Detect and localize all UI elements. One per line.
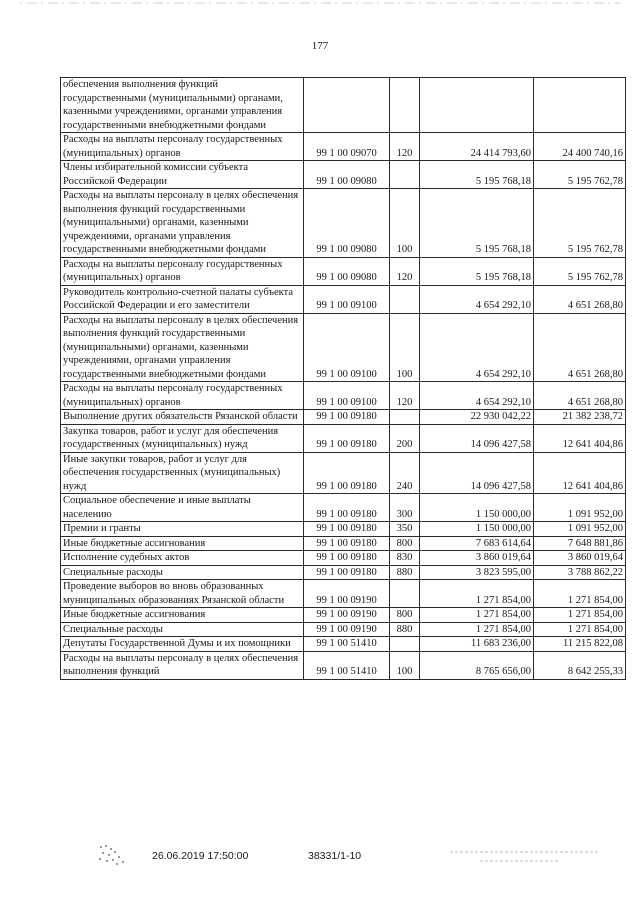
row-code: 99 1 00 09190 [304,622,390,637]
row-name: Выполнение других обязательств Рязанской области [61,410,304,425]
row-expense-type [390,161,420,189]
row-expense-type: 880 [390,565,420,580]
table-row [61,452,626,494]
row-code: 99 1 00 09100 [304,313,390,382]
table-row [61,551,626,566]
table-row [61,494,626,522]
row-amount-executed: 5 195 762,78 [534,161,626,189]
page-number: 177 [311,40,329,52]
table-row [61,257,626,285]
row-amount-executed: 11 215 822,08 [534,637,626,652]
row-code: 99 1 00 09180 [304,565,390,580]
row-amount-executed: 1 271 854,00 [534,580,626,608]
row-code: 99 1 00 09100 [304,382,390,410]
row-expense-type: 100 [390,313,420,382]
row-amount-executed: 7 648 881,86 [534,536,626,551]
row-amount-executed: 4 651 268,80 [534,285,626,313]
footer-doc-number: 38331/1-10 [308,850,362,862]
row-name: Иные бюджетные ассигнования [61,608,304,623]
row-amount-executed: 1 091 952,00 [534,522,626,537]
row-amount-executed: 5 195 762,78 [534,257,626,285]
row-name: Проведение выборов во вновь образованных муниципальных образованиях Рязанской области [61,580,304,608]
row-name: Расходы на выплаты персоналу государственных (муниципальных) органов [61,382,304,410]
row-amount-planned: 7 683 614,64 [420,536,534,551]
row-expense-type [390,580,420,608]
row-name: Расходы на выплаты персоналу государственных (муниципальных) органов [61,257,304,285]
row-amount-executed: 5 195 762,78 [534,189,626,258]
row-amount-planned: 5 195 768,18 [420,189,534,258]
row-amount-executed: 4 651 268,80 [534,382,626,410]
row-name: Руководитель контрольно-счетной палаты субъекта Российской Федерации и его заместители [61,285,304,313]
table-row [61,424,626,452]
row-name: Депутаты Государственной Думы и их помощники [61,637,304,652]
footer-timestamp: 26.06.2019 17:50:00 [152,850,249,862]
table-row [61,536,626,551]
budget-table [60,77,626,680]
row-expense-type: 120 [390,133,420,161]
row-expense-type: 880 [390,622,420,637]
row-name: Расходы на выплаты персоналу в целях обеспечения выполнения функций государственными (муниципальными) органами, казенными учреждениями, органами управления государственными внебюджетными фондами [61,313,304,382]
row-expense-type: 800 [390,608,420,623]
table-row [61,382,626,410]
row-amount-planned: 4 654 292,10 [420,382,534,410]
row-expense-type: 120 [390,257,420,285]
row-amount-planned [420,78,534,133]
table-row [61,313,626,382]
row-amount-executed: 24 400 740,16 [534,133,626,161]
row-amount-planned: 11 683 236,00 [420,637,534,652]
row-code: 99 1 00 09190 [304,580,390,608]
row-expense-type: 200 [390,424,420,452]
row-code: 99 1 00 09070 [304,133,390,161]
row-expense-type: 350 [390,522,420,537]
row-amount-planned: 22 930 042,22 [420,410,534,425]
row-name: Исполнение судебных актов [61,551,304,566]
row-amount-planned: 5 195 768,18 [420,161,534,189]
row-code: 99 1 00 09180 [304,424,390,452]
table-row [61,622,626,637]
row-amount-executed: 1 271 854,00 [534,622,626,637]
row-code: 99 1 00 09080 [304,257,390,285]
row-amount-planned: 1 150 000,00 [420,494,534,522]
row-amount-planned: 4 654 292,10 [420,313,534,382]
row-amount-executed: 12 641 404,86 [534,424,626,452]
row-code: 99 1 00 09180 [304,522,390,537]
row-amount-executed: 1 091 952,00 [534,494,626,522]
row-code: 99 1 00 09100 [304,285,390,313]
row-amount-planned: 1 150 000,00 [420,522,534,537]
row-amount-executed: 1 271 854,00 [534,608,626,623]
row-name: Социальное обеспечение и иные выплаты населению [61,494,304,522]
row-name: Закупка товаров, работ и услуг для обеспечения государственных (муниципальных) нужд [61,424,304,452]
row-name: Иные бюджетные ассигнования [61,536,304,551]
row-expense-type: 120 [390,382,420,410]
row-amount-executed [534,78,626,133]
row-amount-planned: 1 271 854,00 [420,622,534,637]
table-row [61,285,626,313]
table-row [61,608,626,623]
table-row [61,651,626,679]
row-code: 99 1 00 09180 [304,410,390,425]
row-expense-type: 100 [390,189,420,258]
row-amount-executed: 3 788 862,22 [534,565,626,580]
row-amount-planned: 24 414 793,60 [420,133,534,161]
row-amount-planned: 4 654 292,10 [420,285,534,313]
row-amount-planned: 3 860 019,64 [420,551,534,566]
row-name: Расходы на выплаты персоналу в целях обеспечения выполнения функций государственными (муниципальными) органами, казенными учреждениями, органами управления государственными внебюджетными фондами [61,189,304,258]
row-code: 99 1 00 09180 [304,494,390,522]
row-expense-type [390,410,420,425]
row-amount-planned: 3 823 595,00 [420,565,534,580]
row-expense-type: 800 [390,536,420,551]
table-row [61,580,626,608]
row-code: 99 1 00 09180 [304,452,390,494]
barcode-stamp-icon [96,842,130,868]
scan-edge-artifact [0,0,640,8]
row-name: Премии и гранты [61,522,304,537]
row-amount-executed: 4 651 268,80 [534,313,626,382]
row-code [304,78,390,133]
table-row [61,522,626,537]
electronic-signature-stamp [450,848,600,866]
row-expense-type [390,78,420,133]
row-code: 99 1 00 09180 [304,551,390,566]
row-code: 99 1 00 51410 [304,651,390,679]
row-name: Расходы на выплаты персоналу государственных (муниципальных) органов [61,133,304,161]
row-expense-type: 240 [390,452,420,494]
row-amount-planned: 14 096 427,58 [420,424,534,452]
table-row [61,637,626,652]
row-code: 99 1 00 09080 [304,189,390,258]
table-row [61,133,626,161]
row-name: Иные закупки товаров, работ и услуг для обеспечения государственных (муниципальных) нужд [61,452,304,494]
row-amount-planned: 1 271 854,00 [420,608,534,623]
row-name: Специальные расходы [61,622,304,637]
row-expense-type: 830 [390,551,420,566]
budget-table-body [61,78,626,680]
row-code: 99 1 00 51410 [304,637,390,652]
row-expense-type [390,637,420,652]
row-code: 99 1 00 09190 [304,608,390,623]
table-row [61,161,626,189]
row-amount-planned: 1 271 854,00 [420,580,534,608]
row-expense-type [390,285,420,313]
row-code: 99 1 00 09180 [304,536,390,551]
row-amount-planned: 8 765 656,00 [420,651,534,679]
row-expense-type: 100 [390,651,420,679]
row-amount-planned: 5 195 768,18 [420,257,534,285]
row-amount-executed: 3 860 019,64 [534,551,626,566]
row-expense-type: 300 [390,494,420,522]
row-name: обеспечения выполнения функций государственными (муниципальными) органами, казенными учреждениями, органами управления государственными внебюджетными фондами [61,78,304,133]
row-name: Члены избирательной комиссии субъекта Российской Федерации [61,161,304,189]
table-row [61,410,626,425]
table-row [61,78,626,133]
row-name: Расходы на выплаты персоналу в целях обеспечения выполнения функций [61,651,304,679]
row-amount-executed: 12 641 404,86 [534,452,626,494]
row-code: 99 1 00 09080 [304,161,390,189]
row-amount-executed: 21 382 238,72 [534,410,626,425]
table-row [61,189,626,258]
table-row [61,565,626,580]
row-amount-planned: 14 096 427,58 [420,452,534,494]
row-amount-executed: 8 642 255,33 [534,651,626,679]
row-name: Специальные расходы [61,565,304,580]
